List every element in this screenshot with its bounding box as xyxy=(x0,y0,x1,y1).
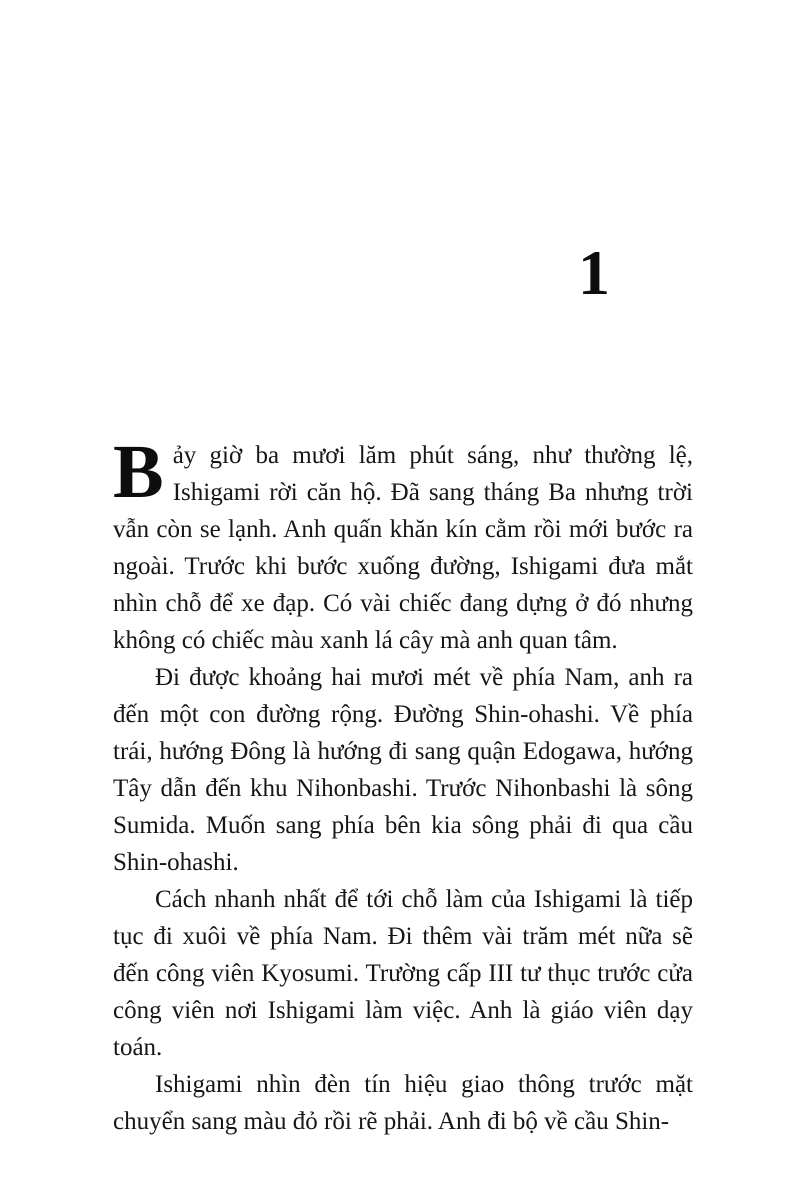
body-text xyxy=(113,430,693,1140)
chapter-number: 1 xyxy=(578,237,610,308)
paragraph: Bảy giờ ba mươi lăm phút sáng, như thường lệ, Ishigami rời căn hộ. Đã sang tháng Ba nhưng trời vẫn còn se lạnh. Anh quấn khăn kín cằm rồi mới bước ra ngoài. Trước khi bước xuống đường, Ishigami đưa mắt nhìn chỗ để xe đạp. Có vài chiếc đang dựng ở đó nhưng không có chiếc màu xanh lá cây mà anh quan tâm. xyxy=(113,430,693,654)
paragraph: Cách nhanh nhất để tới chỗ làm của Ishigami là tiếp tục đi xuôi về phía Nam. Đi thêm vài trăm mét nữa sẽ đến công viên Kyosumi. Trường cấp III tư thục trước cửa công viên nơi Ishigami làm việc. Anh là giáo viên dạy toán. xyxy=(113,886,693,1061)
paragraph: Ishigami nhìn đèn tín hiệu giao thông trước mặt chuyển sang màu đỏ rồi rẽ phải. Anh đi bộ về cầu Shin- xyxy=(113,1071,693,1135)
paragraph: Đi được khoảng hai mươi mét về phía Nam, anh ra đến một con đường rộng. Đường Shin-ohashi. Về phía trái, hướng Đông là hướng đi sang quận Edogawa, hướng Tây dẫn đến khu Nihonbashi. Trước Nihonbashi là sông Sumida. Muốn sang phía bên kia sông phải đi qua cầu Shin-ohashi. xyxy=(113,664,693,876)
drop-cap-letter: B xyxy=(113,430,164,514)
